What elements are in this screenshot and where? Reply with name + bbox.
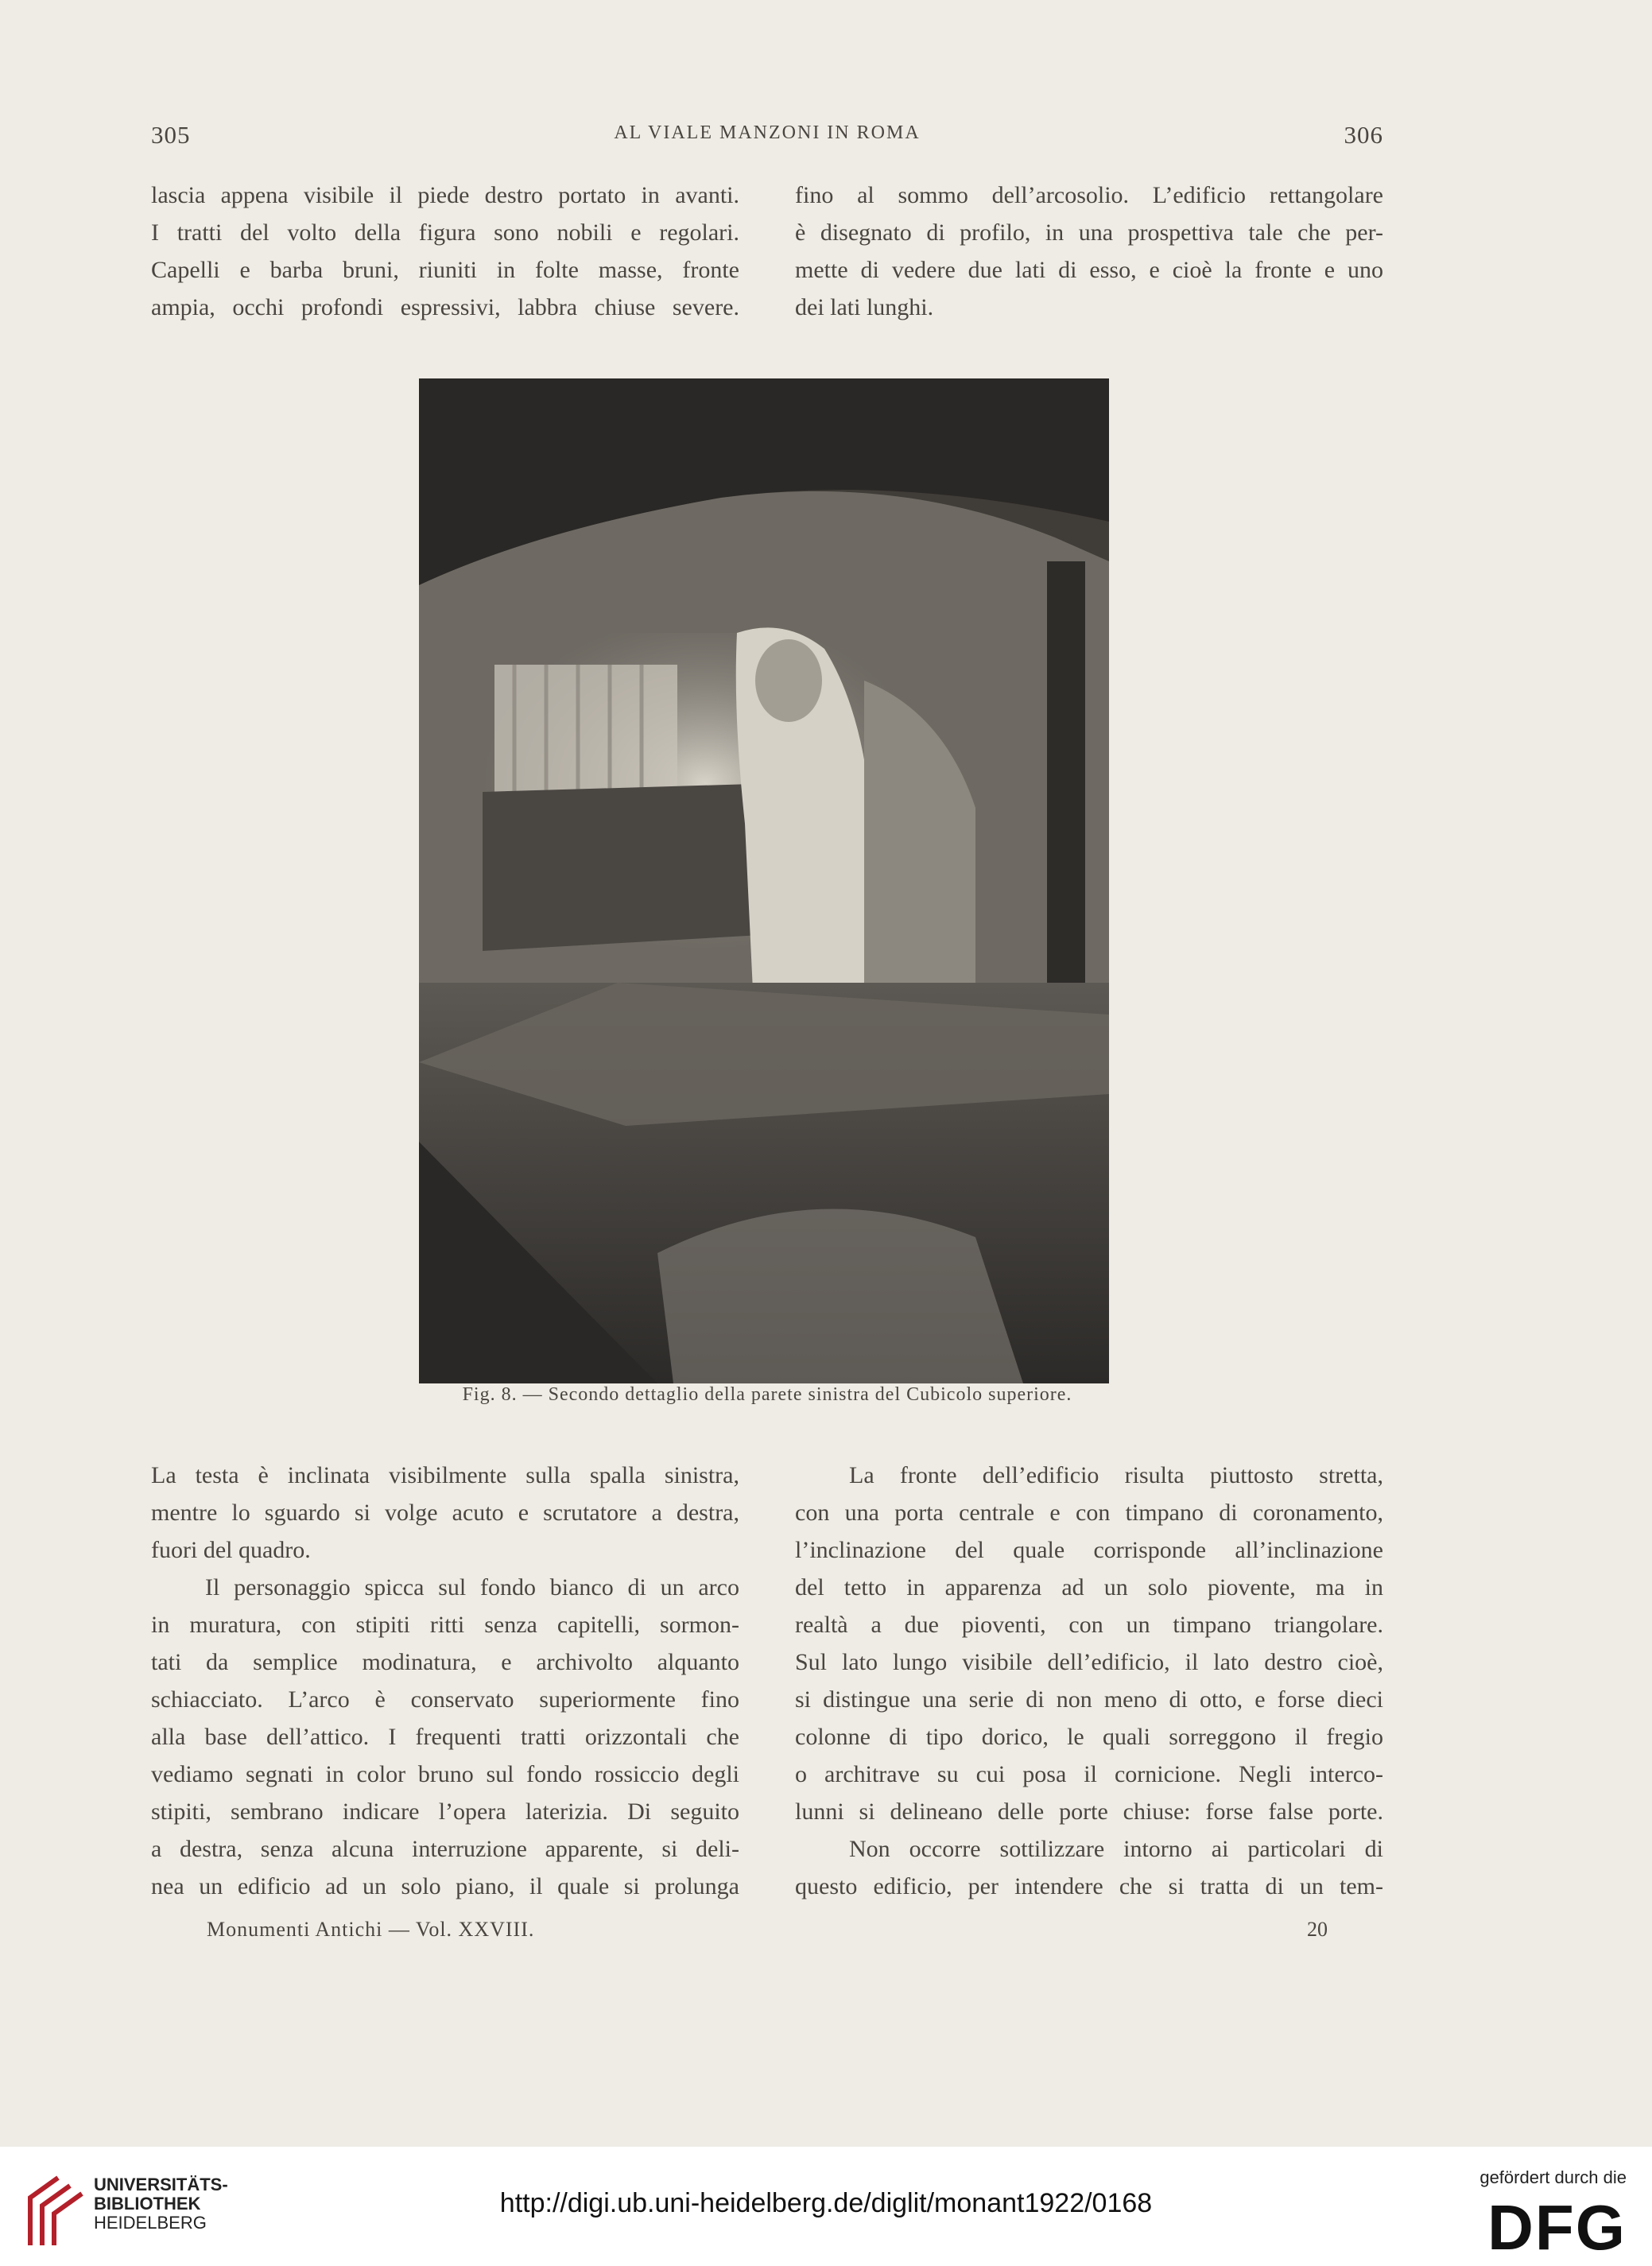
text-line: realtà a due pioventi, con un timpano triangolare.	[795, 1612, 1383, 1638]
text-line: dei lati lunghi.	[795, 294, 934, 320]
digitization-footer	[0, 2147, 1652, 2266]
text-line: alla base dell’attico. I frequenti tratti orizzontali che	[151, 1724, 739, 1750]
text-line: colonne di tipo dorico, le quali sorreggono il fregio	[795, 1724, 1383, 1750]
dfg-logo: DFG	[1487, 2192, 1627, 2263]
page-number-left: 305	[151, 121, 191, 149]
text-line: tati da semplice modinatura, e archivolto alquanto	[151, 1649, 739, 1675]
text-line: mentre lo sguardo si volge acuto e scrutatore a destra,	[151, 1500, 739, 1526]
text-line: stipiti, sembrano indicare l’opera laterizia. Di seguito	[151, 1798, 739, 1825]
text-line: Non occorre sottilizzare intorno ai particolari di	[849, 1836, 1383, 1862]
text-line: lascia appena visibile il piede destro portato in avanti.	[151, 182, 739, 208]
text-line: nea un edificio ad un solo piano, il quale si prolunga	[151, 1873, 739, 1899]
text-line: si distingue una serie di non meno di otto, e forse dieci	[795, 1686, 1383, 1713]
source-url[interactable]: http://digi.ub.uni-heidelberg.de/diglit/monant1922/0168	[499, 2188, 1153, 2218]
text-line: ampia, occhi profondi espressivi, labbra chiuse severe.	[151, 294, 739, 320]
page-footer	[151, 1918, 1383, 1950]
text-line: vediamo segnati in color bruno sul fondo rossiccio degli	[151, 1761, 739, 1787]
text-line: è disegnato di profilo, in una prospettiva tale che per-	[795, 219, 1383, 246]
signature-mark: 20	[1307, 1918, 1328, 1941]
text-line: a destra, senza alcuna interruzione apparente, si deli-	[151, 1836, 739, 1862]
text-line: in muratura, con stipiti ritti senza capitelli, sormon-	[151, 1612, 739, 1638]
text-line: La fronte dell’edificio risulta piuttosto stretta,	[849, 1462, 1383, 1488]
running-head	[151, 121, 1383, 156]
text-line: La testa è inclinata visibilmente sulla spalla sinistra,	[151, 1462, 739, 1488]
text-line: Sul lato lungo visibile dell’edificio, il lato destro cioè,	[795, 1649, 1383, 1675]
page-number-right: 306	[1344, 121, 1383, 149]
text-line: questo edificio, per intendere che si tratta di un tem-	[795, 1873, 1383, 1899]
running-title: AL VIALE MANZONI IN ROMA	[614, 122, 921, 143]
text-line: mette di vedere due lati di esso, e cioè la fronte e uno	[795, 257, 1383, 283]
text-line: Il personaggio spicca sul fondo bianco di un arco	[205, 1574, 739, 1601]
text-line: lunni si delineano delle porte chiuse: forse false porte.	[795, 1798, 1383, 1825]
text-line: o architrave su cui posa il cornicione. Negli interco-	[795, 1761, 1383, 1787]
bottom-left-column	[151, 1457, 739, 1905]
text-line: del tetto in apparenza ad un solo piovente, ma in	[795, 1574, 1383, 1601]
library-name: UNIVERSITÄTS- BIBLIOTHEK HEIDELBERG	[94, 2175, 228, 2233]
text-line: I tratti del volto della figura sono nobili e regolari.	[151, 219, 739, 246]
journal-reference: Monumenti Antichi — Vol. XXVIII.	[207, 1918, 535, 1941]
text-line: Capelli e barba bruni, riuniti in folte masse, fronte	[151, 257, 739, 283]
text-line: l’inclinazione del quale corrisponde all’inclinazione	[795, 1537, 1383, 1563]
top-right-column	[795, 177, 1383, 326]
text-line: fuori del quadro.	[151, 1537, 311, 1563]
funding-note: gefördert durch die	[1479, 2167, 1627, 2187]
bottom-right-column	[795, 1457, 1383, 1905]
top-left-column	[151, 177, 739, 326]
figure-caption: Fig. 8. — Secondo dettaglio della parete sinistra del Cubicolo superiore.	[462, 1384, 1072, 1405]
text-line: con una porta centrale e con timpano di coronamento,	[795, 1500, 1383, 1526]
fresco-photograph	[419, 378, 1109, 1383]
text-line: fino al sommo dell’arcosolio. L’edificio rettangolare	[795, 182, 1383, 208]
fresco-image	[419, 378, 1109, 1383]
text-line: schiacciato. L’arco è conservato superiormente fino	[151, 1686, 739, 1713]
